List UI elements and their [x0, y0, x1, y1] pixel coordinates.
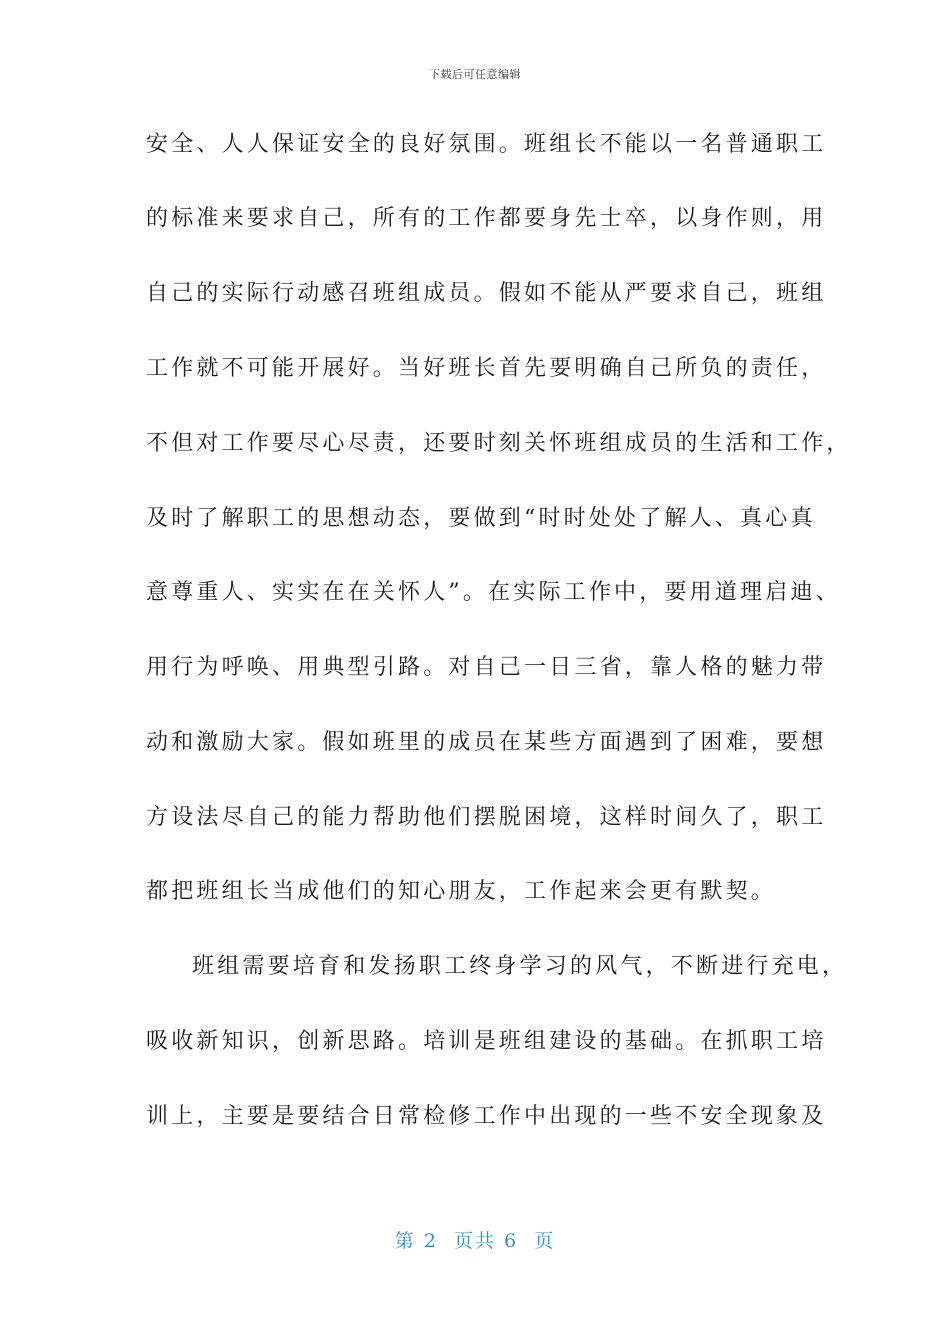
page-number-text: 第 2 页共 6 页 [394, 1230, 556, 1252]
header-download-note: 下载后可任意编辑 [429, 68, 521, 81]
text-line: 安全、人人保证安全的良好氛围。班组长不能以一名普通职工 [146, 132, 827, 157]
page-number-footer [0, 1226, 950, 1253]
text-line: 吸收新知识，创新思路。培训是班组建设的基础。在抓职工培 [146, 1029, 827, 1054]
paragraph-first-line: 班组需要培育和发扬职工终身学习的风气，不断进行充电， [192, 954, 848, 979]
text-line: 自己的实际行动感召班组成员。假如不能从严要求自己，班组 [146, 281, 827, 306]
text-line: 动和激励大家。假如班里的成员在某些方面遇到了困难，要想 [146, 730, 827, 755]
text-line: 都把班组长当成他们的知心朋友，工作起来会更有默契。 [146, 879, 777, 904]
text-line: 的标准来要求自己，所有的工作都要身先士卒，以身作则，用 [146, 206, 827, 231]
text-line: 及时了解职工的思想动态，要做到“时时处处了解人、真心真 [146, 506, 816, 531]
text-line: 方设法尽自己的能力帮助他们摆脱困境，这样时间久了，职工 [146, 805, 827, 830]
text-line: 工作就不可能开展好。当好班长首先要明确自己所负的责任， [146, 356, 827, 381]
text-line: 不但对工作要尽心尽责，还要时刻关怀班组成员的生活和工作， [146, 431, 852, 456]
text-line: 用行为呼唤、用典型引路。对自己一日三省，靠人格的魅力带 [146, 655, 827, 680]
text-line: 意尊重人、实实在在关怀人”。在实际工作中，要用道理启迪、 [146, 580, 841, 605]
text-line: 训上，主要是要结合日常检修工作中出现的一些不安全现象及 [146, 1104, 827, 1129]
